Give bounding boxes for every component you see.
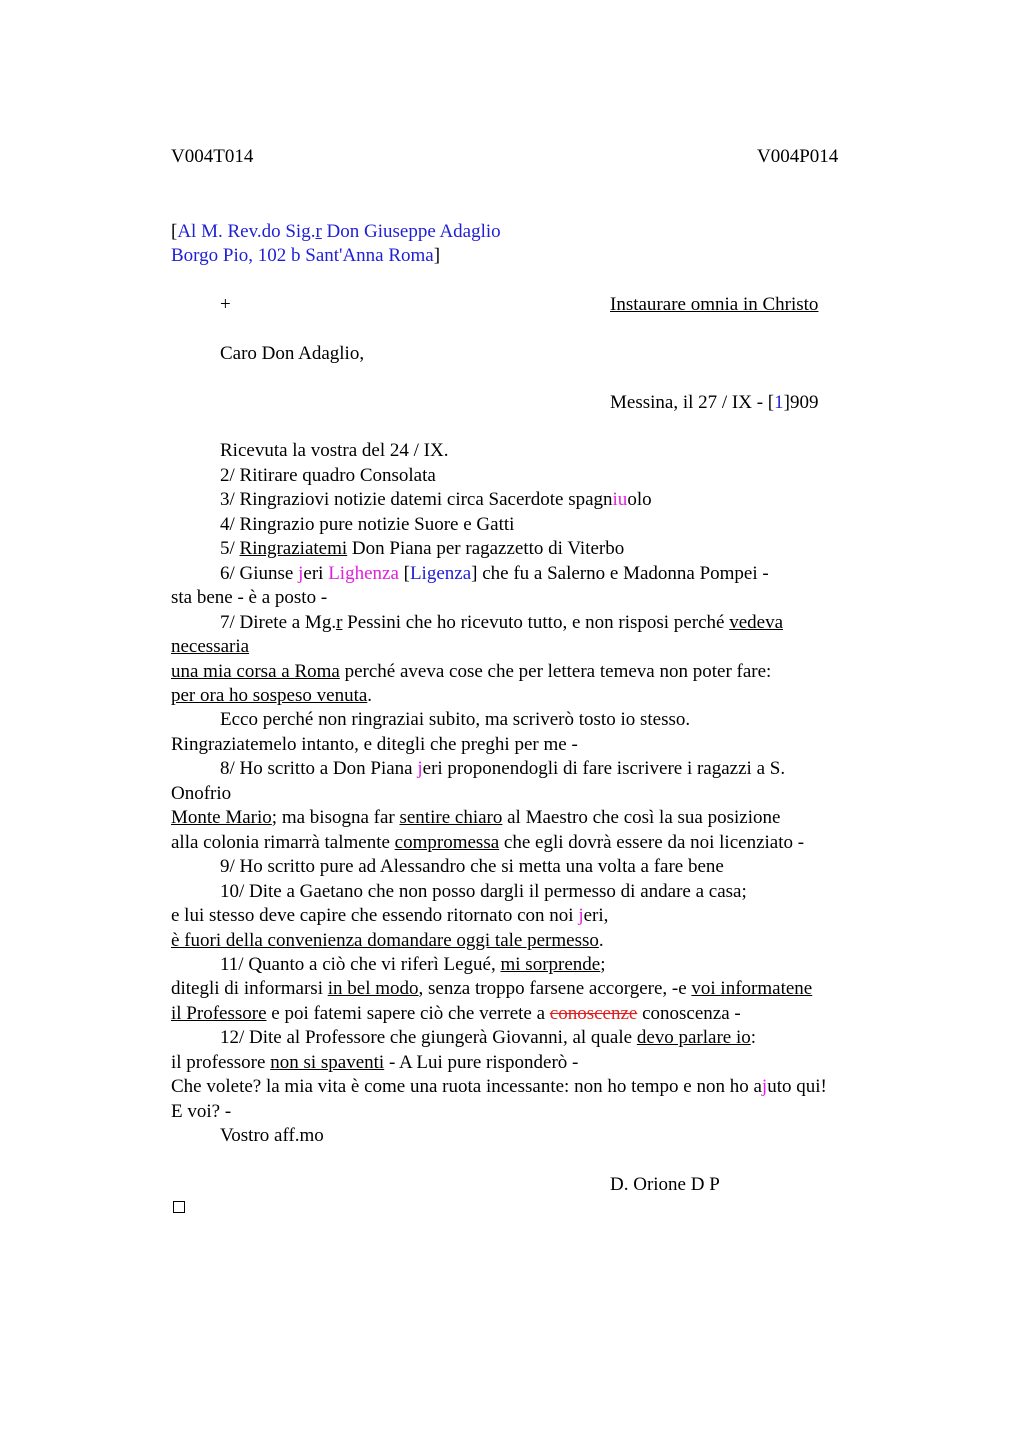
body-line: il professore non si spaventi - A Lui pure risponderò - xyxy=(171,1052,579,1073)
address-line-2: Borgo Pio, 102 b Sant'Anna Roma] xyxy=(171,245,441,266)
body-line: il Professore e poi fatemi sapere ciò che verrete a conoscenze conoscenza - xyxy=(171,1003,741,1024)
body-line: 12/ Dite al Professore che giungerà Giovanni, al quale devo parlare io: xyxy=(220,1027,757,1048)
body-line: 10/ Dite a Gaetano che non posso dargli il permesso di andare a casa; xyxy=(220,881,747,902)
body-line: 2/ Ritirare quadro Consolata xyxy=(220,465,436,486)
body-line: 3/ Ringraziovi notizie datemi circa Sacerdote spagniuolo xyxy=(220,489,652,510)
end-box-icon xyxy=(173,1201,185,1213)
body-line: una mia corsa a Roma perché aveva cose che per lettera temeva non poter fare: xyxy=(171,661,772,682)
body-line: è fuori della convenienza domandare oggi tale permesso. xyxy=(171,930,604,951)
body-line: Monte Mario; ma bisogna far sentire chiaro al Maestro che così la sua posizione xyxy=(171,807,781,828)
body-line: necessaria xyxy=(171,636,250,657)
motto: Instaurare omnia in Christo xyxy=(610,294,819,315)
body-line: 8/ Ho scritto a Don Piana jeri proponendogli di fare iscrivere i ragazzi a S. xyxy=(220,758,786,779)
body-line: 6/ Giunse jeri Lighenza [Ligenza] che fu a Salerno e Madonna Pompei - xyxy=(220,563,769,584)
body-line: Che volete? la mia vita è come una ruota incessante: non ho tempo e non ho ajuto qui! xyxy=(171,1076,827,1097)
body-line: 5/ Ringraziatemi Don Piana per ragazzetto di Viterbo xyxy=(220,538,625,559)
body-line: alla colonia rimarrà talmente compromessa che egli dovrà essere da noi licenziato - xyxy=(171,832,805,853)
letter-date: Messina, il 27 / IX - [1]909 xyxy=(610,392,819,413)
body-line: Ecco perché non ringraziai subito, ma scriverò tosto io stesso. xyxy=(220,709,691,730)
salutation: Caro Don Adaglio, xyxy=(220,343,365,364)
closing: Vostro aff.mo xyxy=(220,1125,324,1146)
body-line: Onofrio xyxy=(171,783,232,804)
cross-mark: + xyxy=(220,294,231,315)
body-line: 11/ Quanto a ciò che vi riferì Legué, mi sorprende; xyxy=(220,954,606,975)
body-line: E voi? - xyxy=(171,1101,232,1122)
body-line: sta bene - è a posto - xyxy=(171,587,328,608)
document-code-left: V004T014 xyxy=(171,146,254,167)
document-code-right: V004P014 xyxy=(757,146,839,167)
body-line: per ora ho sospeso venuta. xyxy=(171,685,373,706)
body-line: 4/ Ringrazio pure notizie Suore e Gatti xyxy=(220,514,515,535)
address-line-1: [Al M. Rev.do Sig.r Don Giuseppe Adaglio xyxy=(171,221,501,242)
body-line: Ricevuta la vostra del 24 / IX. xyxy=(220,440,449,461)
body-line: e lui stesso deve capire che essendo ritornato con noi jeri, xyxy=(171,905,609,926)
body-line: Ringraziatemelo intanto, e ditegli che preghi per me - xyxy=(171,734,578,755)
body-line: 7/ Direte a Mg.r Pessini che ho ricevuto tutto, e non risposi perché vedeva xyxy=(220,612,784,633)
body-line: ditegli di informarsi in bel modo, senza troppo farsene accorgere, -e voi informatene xyxy=(171,978,813,999)
signature: D. Orione D P xyxy=(610,1174,720,1195)
body-line: 9/ Ho scritto pure ad Alessandro che si metta una volta a fare bene xyxy=(220,856,724,877)
